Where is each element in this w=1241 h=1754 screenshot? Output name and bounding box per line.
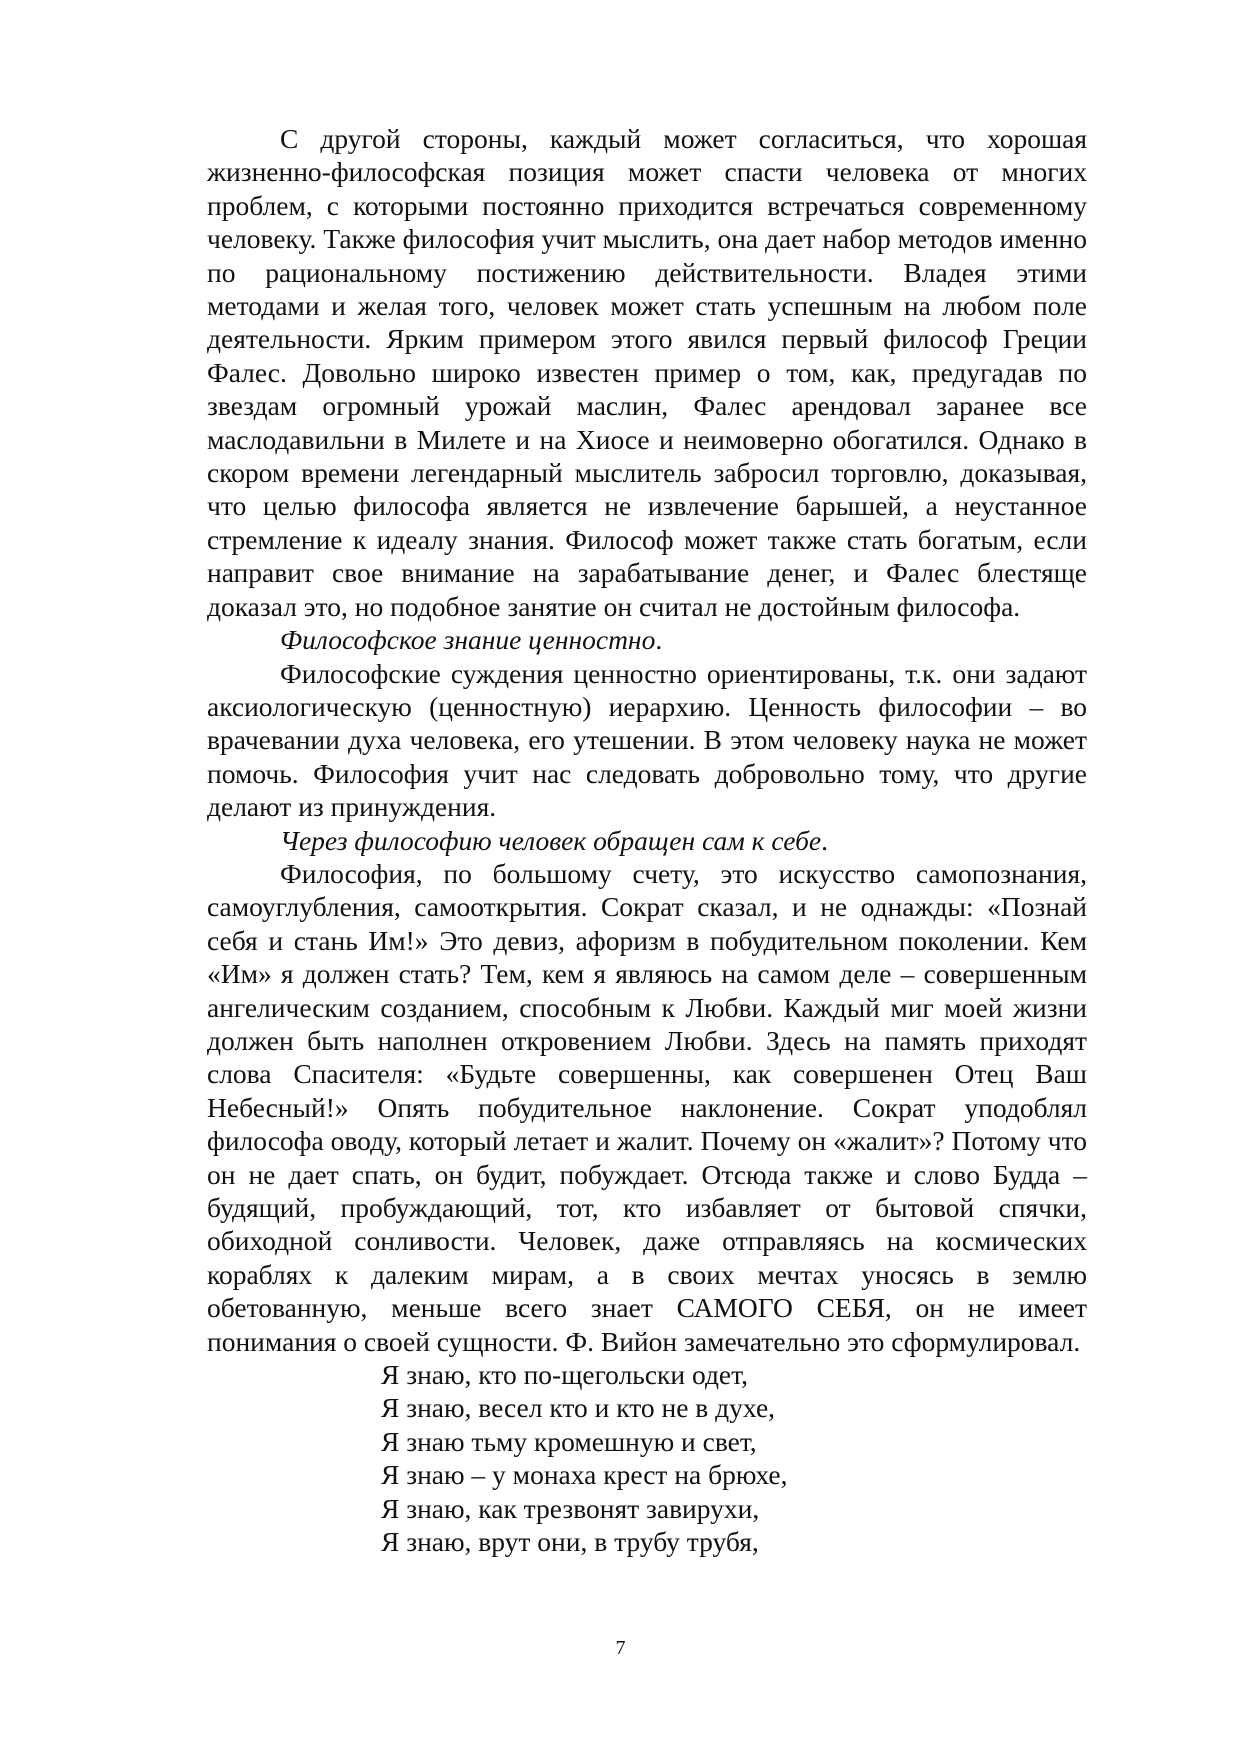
poem-villon — [207, 1358, 1087, 1558]
heading-self-turn-period: . — [821, 824, 828, 856]
heading-self-turn-text: Через философию человек обращен сам к себе — [280, 824, 822, 856]
heading-value-knowledge — [207, 623, 1087, 656]
poem-line: Я знаю, врут они, в трубу трубя, — [381, 1526, 759, 1558]
heading-value-knowledge-period: . — [655, 624, 663, 656]
poem-line: Я знаю – у монаха крест на брюхе, — [381, 1459, 788, 1491]
poem-line: Я знаю, весел кто и кто не в духе, — [381, 1392, 776, 1424]
heading-self-turn — [207, 824, 1087, 857]
poem-line: Я знаю тьму кромешную и свет, — [381, 1425, 757, 1457]
poem-line: Я знаю, кто по-щегольски одет, — [381, 1359, 748, 1391]
paragraph-value-hierarchy: Философские суждения ценностно ориентированы, т.к. они задают аксиологическую (ценностную) иерархию. Ценность философии – во врачевании духа человека, его утешении. В этом человеку наука не может помочь. Философия учит нас следовать добровольно тому, что другие делают из принуждения. — [207, 657, 1087, 823]
heading-value-knowledge-text: Философское знание ценностно — [280, 624, 656, 656]
page-number: 7 — [615, 1637, 626, 1659]
poem-line: Я знаю, как трезвонят завирухи, — [381, 1492, 760, 1524]
body-text — [207, 122, 1087, 1558]
paragraph-thales: С другой стороны, каждый может согласиться, что хорошая жизненно-философская позиция может спасти человека от многих проблем, с которыми постоянно приходится встречаться современному человеку. Также философия учит мыслить, она дает набор методов именно по рациональному постижению действительности. Владея этими методами и желая того, человек может стать успешным на любом поле деятельности. Ярким примером этого явился первый философ Греции Фалес. Довольно широко известен пример о том, как, предугадав по звездам огромный урожай маслин, Фалес арендовал заранее все маслодавильни в Милете и на Хиосе и неимоверно обогатился. Однако в скором времени легендарный мыслитель забросил торговлю, доказывая, что целью философа является не извлечение барышей, а неустанное стремление к идеалу знания. Философ может также стать богатым, если направит свое внимание на зарабатывание денег, и Фалес блестяще доказал это, но подобное занятие он считал не достойным философа. — [207, 123, 1087, 622]
paragraph-self-knowledge: Философия, по большому счету, это искусство самопознания, самоуглубления, самооткрытия. Сократ сказал, и не однажды: «Познай себя и стань Им!» Это девиз, афоризм в побудительном поколении. Кем «Им» я должен стать? Тем, кем я являюсь на самом деле – совершенным ангелическим созданием, способным к Любви. Каждый миг моей жизни должен быть наполнен откровением Любви. Здесь на память приходят слова Спасителя: «Будьте совершенны, как совершенен Отец Ваш Небесный!» Опять побудительное наклонение. Сократ уподоблял философа оводу, который летает и жалит. Почему он «жалит»? Потому что он не дает спать, он будит, побуждает. Отсюда также и слово Будда – будящий, пробуждающий, тот, кто избавляет от бытовой спячки, обиходной сонливости. Человек, даже отправляясь на космических кораблях к далеким мирам, а в своих мечтах уносясь в землю обетованную, меньше всего знает САМОГО СЕБЯ, он не имеет понимания о своей сущности. Ф. Вийон замечательно это сформулировал. — [207, 857, 1087, 1357]
